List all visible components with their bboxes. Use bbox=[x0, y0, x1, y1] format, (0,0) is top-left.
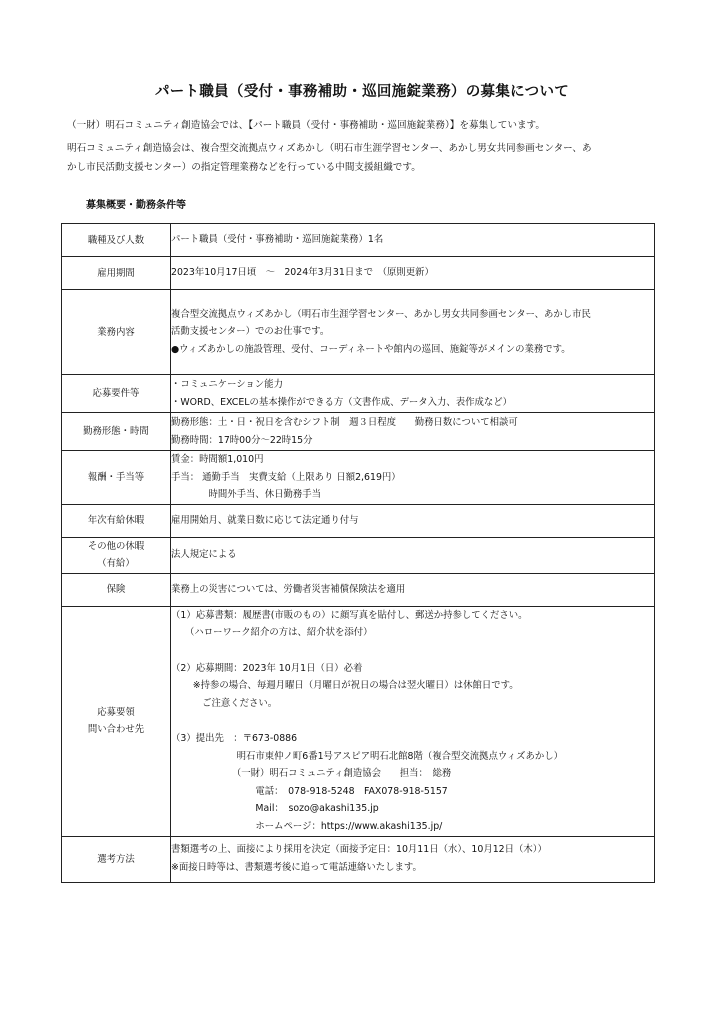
row-value-text: （一財）明石コミュニティ創造協会 担当： 総務 bbox=[171, 768, 452, 780]
row-label bbox=[62, 290, 171, 375]
row-label-text: 雇用期間 bbox=[97, 267, 135, 279]
row-value-text: ・WORD、EXCELの基本操作ができる方（文書作成、データ入力、表作成など） bbox=[171, 396, 512, 408]
row-value bbox=[171, 413, 655, 451]
row-value bbox=[171, 606, 655, 836]
condition-row bbox=[62, 257, 655, 290]
row-label bbox=[62, 451, 171, 505]
intro-line: 明石コミュニティ創造協会は、複合型交流拠点ウィズあかし（明石市生涯学習センター、あかし男女共同参画センター、あ bbox=[67, 143, 592, 154]
row-label-text: 保険 bbox=[106, 584, 126, 596]
row-value-text: ホームページ：https://www.akashi135.jp/ bbox=[171, 820, 443, 832]
row-label bbox=[62, 606, 171, 836]
row-value-text: 2023年10月17日頃 ～ 2024年3月31日まで （原則更新） bbox=[171, 267, 434, 279]
row-label-text: 報酬・手当等 bbox=[87, 471, 145, 483]
row-label bbox=[62, 537, 171, 573]
row-value-text: （3）提出先 ：〒673-0886 bbox=[171, 732, 298, 744]
condition-row bbox=[62, 290, 655, 375]
row-label bbox=[62, 375, 171, 413]
row-value bbox=[171, 573, 655, 606]
row-value-text: 業務上の災害については、労働者災害補償保険法を適用 bbox=[171, 583, 406, 595]
row-value-text: 時間外手当、休日勤務手当 bbox=[171, 489, 322, 501]
row-value-text: 書類選考の上、面接により採用を決定（面接予定日：10月11日（水）、10月12日（木）） bbox=[171, 844, 547, 856]
condition-row bbox=[62, 573, 655, 606]
row-value-text: 賃金：時間額1,010円 bbox=[171, 454, 264, 465]
section-heading: 募集概要・勤務条件等 bbox=[86, 200, 186, 211]
row-value-text: パート職員（受付・事務補助・巡回施錠業務）1名 bbox=[171, 234, 384, 246]
condition-row bbox=[62, 451, 655, 505]
row-value-text: 活動支援センター）でのお仕事です。 bbox=[171, 326, 330, 338]
row-value bbox=[171, 224, 655, 257]
row-value-text: 雇用開始月、就業日数に応じて法定通り付与 bbox=[171, 514, 359, 526]
row-value-text: 電話： 078-918-5248 FAX078-918-5157 bbox=[171, 785, 448, 797]
row-value-spacer bbox=[171, 712, 654, 730]
row-label bbox=[62, 836, 171, 882]
row-label-text: （有給） bbox=[97, 558, 135, 570]
row-value-text: ・コミュニケーション能力 bbox=[171, 378, 283, 390]
row-label-text: 業務内容 bbox=[97, 326, 135, 338]
conditions-table bbox=[61, 223, 655, 883]
row-value bbox=[171, 836, 655, 882]
page-title: パート職員（受付・事務補助・巡回施錠業務）の募集について bbox=[154, 84, 570, 100]
row-value bbox=[171, 290, 655, 375]
row-value bbox=[171, 504, 655, 537]
condition-row bbox=[62, 606, 655, 836]
row-value-text: 手当： 通勤手当 実費支給（上限あり 日額2,619円） bbox=[171, 471, 401, 483]
intro-paragraph-2 bbox=[67, 139, 667, 177]
row-value-text: （1）応募書類：履歴書(市販のもの）に顔写真を貼付し、郵送か持参してください。 bbox=[171, 609, 528, 621]
row-label-text: 応募要件等 bbox=[92, 388, 140, 399]
row-value-text: 勤務形態：土・日・祝日を含むシフト制 週３日程度 勤務日数について相談可 bbox=[171, 416, 518, 428]
row-label-text: 年次有給休暇 bbox=[87, 515, 145, 527]
row-value bbox=[171, 375, 655, 413]
row-value-text: 明石市東仲ノ町6番1号アスピア明石北館8階（複合型交流拠点ウィズあかし） bbox=[171, 750, 563, 762]
row-value-text: ご注意ください。 bbox=[171, 697, 278, 709]
row-label bbox=[62, 257, 171, 290]
row-label bbox=[62, 413, 171, 451]
row-value-text: （ハローワーク紹介の方は、紹介状を添付） bbox=[171, 627, 373, 639]
row-label-text: 勤務形態・時間 bbox=[83, 426, 149, 437]
row-value bbox=[171, 537, 655, 573]
row-value-text: 法人規定による bbox=[171, 549, 237, 561]
row-label-text: 職種及び人数 bbox=[87, 234, 145, 246]
condition-row bbox=[62, 504, 655, 537]
intro-line: かし市民活動支援センター）の指定管理業務などを行っている中間支援組織です。 bbox=[67, 162, 421, 173]
row-value-text: Mail： sozo@akashi135.jp bbox=[171, 803, 379, 815]
row-value bbox=[171, 451, 655, 505]
intro-paragraph-1 bbox=[67, 116, 667, 135]
row-label-text: 問い合わせ先 bbox=[87, 724, 145, 736]
condition-row bbox=[62, 375, 655, 413]
condition-row bbox=[62, 836, 655, 882]
row-value bbox=[171, 257, 655, 290]
row-value-spacer bbox=[171, 642, 654, 660]
condition-row bbox=[62, 413, 655, 451]
condition-row bbox=[62, 537, 655, 573]
intro-line: （一財）明石コミュニティ創造協会では、【パート職員（受付・事務補助・巡回施錠業務）】を募集しています。 bbox=[67, 120, 545, 131]
row-label-text: その他の休暇 bbox=[87, 541, 145, 553]
row-value-text: （2）応募期間：2023年 10月1日（日）必着 bbox=[171, 662, 363, 674]
row-value-text: ※面接日時等は、書類選考後に追って電話連絡いたします。 bbox=[171, 862, 422, 873]
row-value-text: 勤務時間：17時00分～22時15分 bbox=[171, 434, 313, 446]
row-value-text: ●ウィズあかしの施設管理、受付、コーディネートや館内の巡回、施錠等がメインの業務です。 bbox=[171, 343, 571, 355]
row-label-text: 選考方法 bbox=[97, 853, 135, 865]
condition-row bbox=[62, 224, 655, 257]
row-label bbox=[62, 573, 171, 606]
row-value-text: 複合型交流拠点ウィズあかし（明石市生涯学習センター、あかし男女共同参画センター、あかし市民 bbox=[171, 308, 591, 320]
row-label-text: 応募要領 bbox=[97, 707, 135, 719]
row-label bbox=[62, 224, 171, 257]
row-value-text: ※持参の場合、毎週月曜日（月曜日が祝日の場合は翌火曜日）は休館日です。 bbox=[171, 680, 519, 692]
row-label bbox=[62, 504, 171, 537]
